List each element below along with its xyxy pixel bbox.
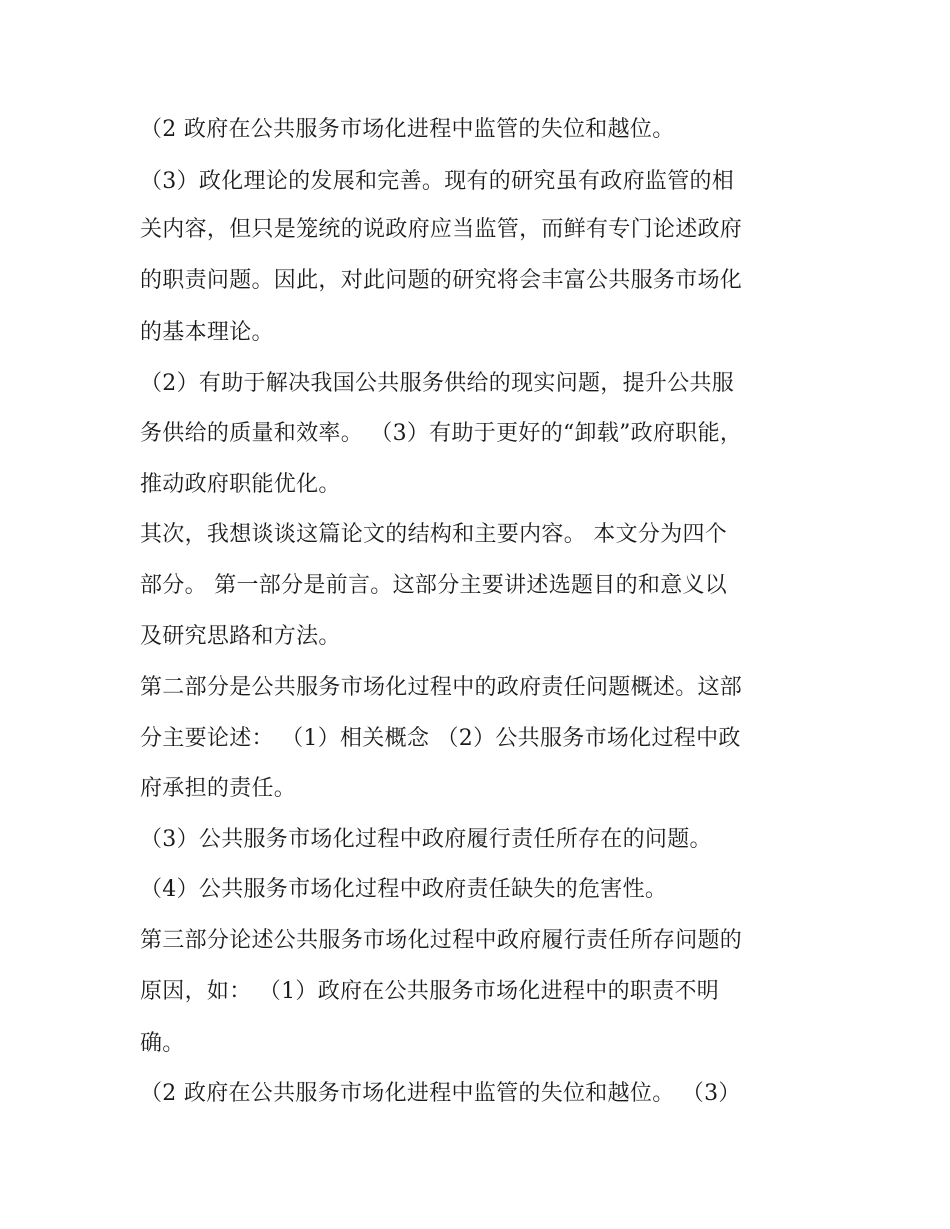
text-line: 部分。 第一部分是前言。这部分主要讲述选题目的和意义以 [140, 573, 728, 598]
text-line: 府承担的责任。 [140, 776, 297, 801]
text-line: （2 政府在公共服务市场化进程中监管的失位和越位。 （3） [140, 1081, 741, 1106]
text-line: 的职责问题。因此，对此问题的研究将会丰富公共服务市场化 [140, 268, 743, 293]
text-line: 其次，我想谈谈这篇论文的结构和主要内容。 本文分为四个 [140, 522, 728, 547]
text-line: 的基本理论。 [140, 320, 274, 345]
text-line: 第三部分论述公共服务市场化过程中政府履行责任所存问题的 [140, 928, 743, 953]
text-line: 务供给的质量和效率。 （3）有助于更好的“卸载”政府职能， [140, 421, 743, 446]
text-line: 第二部分是公共服务市场化过程中的政府责任问题概述。这部 [140, 675, 743, 700]
text-line: （2）有助于解决我国公共服务供给的现实问题，提升公共服 [140, 371, 735, 396]
text-line: 关内容，但只是笼统的说政府应当监管，而鲜有专门论述政府 [140, 217, 743, 242]
text-line: （3）公共服务市场化过程中政府履行责任所存在的问题。 [140, 827, 712, 852]
text-line: 分主要论述： （1）相关概念 （2）公共服务市场化过程中政 [140, 726, 741, 751]
text-line: 原因，如： （1）政府在公共服务市场化进程中的职责不明 [140, 979, 720, 1004]
text-line: 及研究思路和方法。 [140, 624, 341, 649]
text-line: 确。 [140, 1031, 185, 1056]
text-line: （4）公共服务市场化过程中政府责任缺失的危害性。 [140, 877, 668, 902]
text-line: 推动政府职能优化。 [140, 472, 341, 497]
text-line: （3）政化理论的发展和完善。现有的研究虽有政府监管的相 [140, 169, 735, 194]
text-line: （2 政府在公共服务市场化进程中监管的失位和越位。 [140, 117, 675, 142]
